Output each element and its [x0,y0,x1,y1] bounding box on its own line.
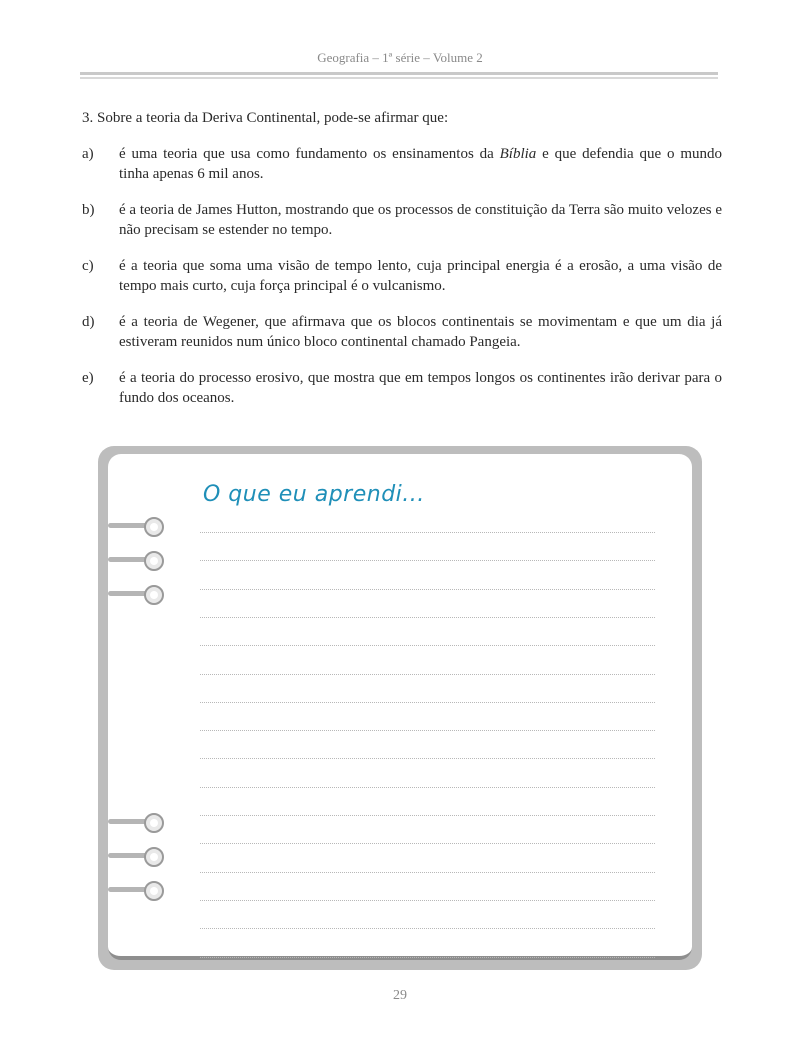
notebook-page [108,454,692,960]
answer-options [82,144,722,424]
option-emphasis: Bíblia [499,146,537,162]
option-d [82,312,722,352]
writing-line [200,532,655,533]
notebook-frame [98,446,702,970]
option-text-after: e que defendia que o mundo tinha apenas 6 mil anos. [119,146,723,182]
running-header: Geografia – 1ª série – Volume 2 [317,50,483,65]
binder-ring-icon [108,517,164,537]
writing-line [200,957,655,958]
header-rule-top [80,72,718,75]
writing-line [200,702,655,703]
page-number: 29 [393,988,407,1003]
option-c [82,256,722,296]
option-text: é a teoria do processo erosivo, que mostra que em tempos longos os continentes irão derivar para o fundo dos oceanos. [119,370,722,406]
option-text [119,146,722,182]
writing-line [200,617,655,618]
binder-ring-icon [108,585,164,605]
binder-ring-icon [108,847,164,867]
writing-line [200,674,655,675]
option-letter: c) [82,258,94,274]
writing-line [200,928,655,929]
option-text: é a teoria de James Hutton, mostrando que os processos de constituição da Terra são muito velozes e não precisam se estender no tempo. [119,202,722,238]
option-a [82,144,722,184]
option-text: é a teoria de Wegener, que afirmava que os blocos continentais se movimentam e que um dia já estiveram reunidos num único bloco continental chamado Pangeia. [119,314,722,350]
option-letter: e) [82,370,94,386]
header-rule-bottom [80,77,718,79]
option-letter: b) [82,202,95,218]
writing-line [200,730,655,731]
option-e [82,368,722,408]
writing-line [200,843,655,844]
writing-line [200,900,655,901]
option-text-before: é uma teoria que usa como fundamento os ensinamentos da [119,146,500,162]
writing-line [200,815,655,816]
option-letter: a) [82,146,94,162]
option-letter: d) [82,314,95,330]
writing-line [200,872,655,873]
writing-line [200,589,655,590]
binder-ring-icon [108,813,164,833]
writing-line [200,787,655,788]
writing-line [200,758,655,759]
binder-ring-icon [108,881,164,901]
binder-ring-icon [108,551,164,571]
writing-line [200,560,655,561]
notebook-title: O que eu aprendi... [203,482,425,507]
option-text: é a teoria que soma uma visão de tempo lento, cuja principal energia é a erosão, a uma visão de tempo mais curto, cuja força principal é o vulcanismo. [119,258,722,294]
option-b [82,200,722,240]
question-stem: 3. Sobre a teoria da Deriva Continental, pode-se afirmar que: [82,110,449,126]
writing-line [200,645,655,646]
